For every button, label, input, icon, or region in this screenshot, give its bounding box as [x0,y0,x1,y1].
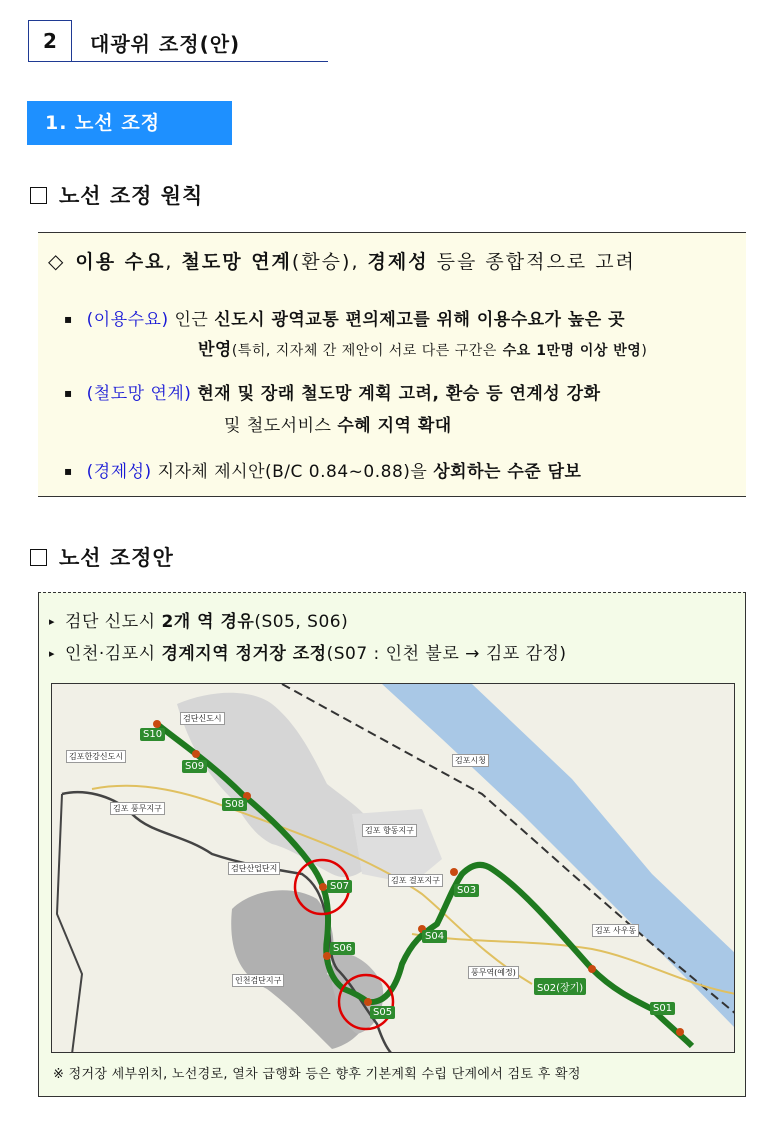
main-text-1: , [165,251,174,273]
bullet-text: 인근 [174,310,209,330]
area-label: 김포 걸포지구 [388,874,443,887]
station-label: S07 [327,880,352,893]
route-map [51,683,735,1053]
area-label: 인천검단지구 [232,974,284,987]
area-label: 김포 풍무지구 [110,802,165,815]
section-title: 대광위 조정(안) [90,32,241,56]
bullet-tag: (이용수요) [86,310,169,330]
section-number: 2 [28,20,72,62]
area-label: 김포한강신도시 [66,750,126,763]
station-label: S01 [650,1002,675,1015]
bullet-square-icon: ▪ [64,386,73,400]
plan-box [38,592,746,1097]
plan-heading [30,542,174,572]
checkbox-square-icon [30,549,47,566]
plan-bold: 2개 역 경유 [161,612,255,632]
section-header [28,20,328,62]
bullet-demand-line2 [198,335,647,360]
bullet-bold: 현재 및 장래 철도망 계획 고려, 환승 등 연계성 강화 [197,384,601,404]
bullet-demand [64,305,625,330]
plan-text: 인천·김포시 [65,644,156,664]
urban-area-shape [352,809,442,884]
bullet-square-icon: ▪ [64,464,73,478]
area-label: 김포시청 [452,754,489,767]
bullet-bold: 신도시 광역교통 편의제고를 위해 이용수요가 높은 곳 [214,310,626,330]
station-label: S02(장기) [534,978,586,995]
bullet-network-line2 [224,411,452,436]
plan-text: (S07 : 인천 불로 → 김포 감정) [326,644,567,664]
bullet-economy [64,457,581,482]
area-label: 풍무역(예정) [468,966,519,979]
bullet-text: 지자체 제시안(B/C 0.84~0.88)을 [157,462,428,482]
station-label: S10 [140,728,165,741]
station-marker [192,750,200,758]
plan-heading-text: 노선 조정안 [59,546,174,570]
plan-bold: 경계지역 정거장 조정 [161,644,327,664]
principles-heading [30,180,203,210]
bullet-tag: (철도망 연계) [86,384,192,404]
station-label: S03 [454,884,479,897]
bullet-small-text: (특히, 지자체 간 제안이 서로 다른 구간은 [231,343,497,359]
diamond-icon: ◇ [48,249,66,273]
bullet-bold: 반영 [198,340,232,360]
station-label: S04 [422,930,447,943]
station-marker [676,1028,684,1036]
main-text-3: 등을 종합적으로 고려 [436,251,636,273]
triangle-right-icon: ▸ [49,647,56,660]
bullet-bold: 수혜 지역 확대 [337,416,452,436]
principles-box [38,232,746,497]
bullet-small-end: ) [641,343,648,359]
area-label: 김포 사우동 [592,924,639,937]
station-label: S08 [222,798,247,811]
main-bold-network: 철도망 연계 [181,251,292,273]
main-bold-demand: 이용 수요 [75,251,166,273]
area-label: 검단신도시 [180,712,225,725]
station-marker [153,720,161,728]
plan-line-2 [49,639,567,664]
bullet-bold: 상회하는 수준 담보 [433,462,582,482]
station-marker [588,965,596,973]
triangle-right-icon: ▸ [49,615,56,628]
area-label: 김포 향동지구 [362,824,417,837]
area-label: 검단산업단지 [228,862,280,875]
station-marker [450,868,458,876]
bullet-network [64,379,601,404]
station-label: S06 [330,942,355,955]
main-bold-economy: 경제성 [367,251,429,273]
main-text-2: (환승), [291,251,360,273]
principles-heading-text: 노선 조정 원칙 [59,184,204,208]
bullet-tag: (경제성) [86,462,152,482]
checkbox-square-icon [30,187,47,204]
city-border-line [57,794,82,1053]
plan-line-1 [49,607,348,632]
station-label: S05 [370,1006,395,1019]
plan-text: (S05, S06) [254,612,349,632]
bullet-text: 및 철도서비스 [224,416,332,436]
subsection-title: 1. 노선 조정 [27,101,232,145]
station-marker [319,883,327,891]
plan-note: ※ 정거장 세부위치, 노선경로, 열차 급행화 등은 향후 기본계획 수립 단계에서 검토 후 확정 [53,1067,581,1082]
bullet-square-icon: ▪ [64,312,73,326]
plan-text: 검단 신도시 [65,612,156,632]
principles-main-line [48,247,636,274]
station-marker [364,998,372,1006]
bullet-small-bold: 수요 1만명 이상 반영 [502,343,642,359]
station-label: S09 [182,760,207,773]
